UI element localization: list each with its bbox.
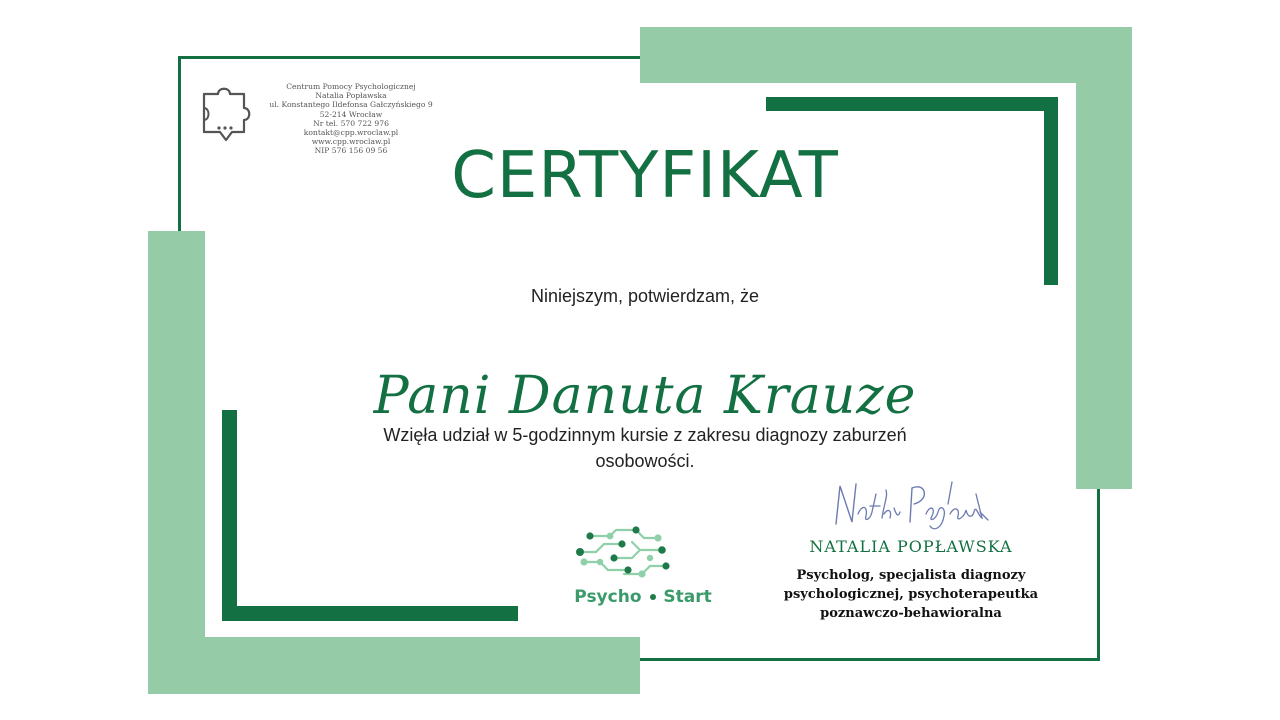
- bottom-left-dark-bar-vertical: [222, 410, 237, 621]
- role-line: psychologicznej, psychoterapeutka: [783, 587, 1039, 602]
- stamp-line: Natalia Popławska: [315, 91, 387, 101]
- logo-text-psycho: Psycho: [574, 587, 642, 607]
- stamp-line: Nr tel. 570 722 976: [313, 118, 389, 128]
- course-line: Wzięła udział w 5-godzinnym kursie z zakresu diagnozy zaburzeń: [383, 425, 907, 445]
- handwritten-signature: [826, 474, 996, 534]
- course-line: osobowości.: [595, 451, 695, 471]
- logo-text-start: Start: [663, 587, 712, 607]
- course-description: [350, 422, 940, 474]
- role-line: Psycholog, specjalista diagnozy: [796, 568, 1026, 583]
- stamp-line: 52-214 Wrocław: [319, 109, 383, 119]
- certificate-title: CERTYFIKAT: [451, 139, 839, 213]
- stamp-line: ul. Konstantego Ildefonsa Gałczyńskiego 9: [269, 100, 433, 110]
- signatory-name: NATALIA POPŁAWSKA: [809, 537, 1013, 556]
- stamp-line: NIP 576 156 09 56: [314, 146, 388, 156]
- role-line: poznawczo-behawioralna: [820, 606, 1002, 621]
- top-right-dark-bar-horizontal: [766, 97, 1058, 111]
- bottom-left-dark-bar-horizontal: [222, 606, 518, 621]
- signatory-role: [772, 566, 1050, 623]
- logo-dot: [650, 594, 656, 600]
- stamp-line: Centrum Pomocy Psychologicznej: [286, 82, 416, 91]
- top-right-dark-bar-vertical: [1044, 97, 1058, 285]
- brain-circuit-icon: [570, 522, 678, 586]
- intro-text: Niniejszym, potwierdzam, że: [530, 286, 760, 306]
- stamp-line: www.cpp.wroclaw.pl: [311, 137, 391, 147]
- logo-wordmark: [566, 586, 720, 608]
- recipient-name: Pani Danuta Krauze: [373, 366, 917, 426]
- stamp-line: kontakt@cpp.wroclaw.pl: [303, 128, 399, 138]
